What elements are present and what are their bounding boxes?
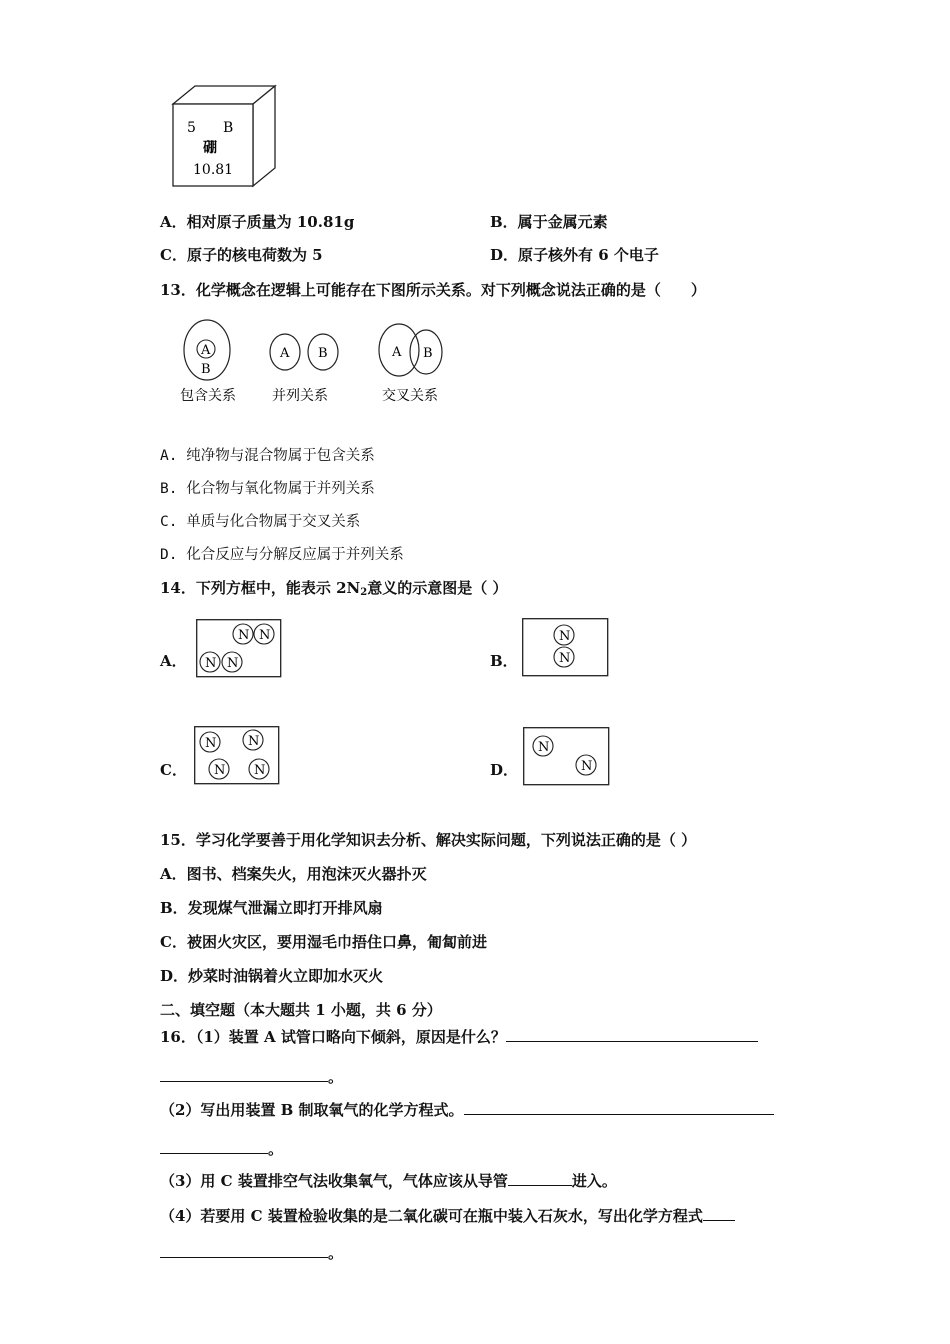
element-tile-boron [165, 82, 280, 190]
atom-n: N [559, 629, 571, 644]
q12-option-c[interactable]: C．原子的核电荷数为 5 [160, 246, 323, 264]
period: 。 [268, 1140, 284, 1158]
q13-option-c[interactable]: C. 单质与化合物属于交叉关系 [160, 514, 361, 530]
atom-n: N [214, 763, 226, 778]
q16-part3-after: 进入。 [571, 1172, 617, 1190]
atom-n: N [205, 656, 217, 671]
element-atomic-number: 5 [187, 120, 196, 136]
element-atomic-mass: 10.81 [193, 162, 234, 178]
inclusion-outer-label: B [201, 362, 211, 377]
intersection-right-label: B [423, 346, 433, 361]
q14-option-d-box[interactable] [523, 727, 610, 786]
q14-option-c-box[interactable] [194, 726, 280, 785]
atom-n: N [581, 759, 593, 774]
q13-option-a[interactable]: A. 纯净物与混合物属于包含关系 [160, 448, 375, 464]
inclusion-caption: 包含关系 [180, 388, 236, 404]
q16-part2-cont [160, 1138, 283, 1159]
section-title-fill-in: 二、填空题（本大题共 1 小题，共 6 分） [160, 1001, 442, 1019]
q15-option-a[interactable]: A．图书、档案失火，用泡沫灭火器扑灭 [160, 865, 427, 883]
q16-part2 [160, 1099, 774, 1120]
period: 。 [328, 1068, 344, 1086]
intersection-caption: 交叉关系 [382, 388, 438, 404]
q13-stem: 13．化学概念在逻辑上可能存在下图所示关系。对下列概念说法正确的是（ ） [160, 281, 706, 299]
q13-option-b[interactable]: B. 化合物与氧化物属于并列关系 [160, 481, 375, 497]
q16-part3 [160, 1170, 617, 1191]
q16-part2-blank-cont[interactable] [160, 1138, 268, 1154]
q14-stem [160, 578, 507, 603]
parallel-right-label: B [318, 346, 328, 361]
q14-stem-after: 意义的示意图是（ ） [367, 579, 508, 597]
element-name: 硼 [203, 140, 217, 156]
q16-part3-before: （3）用 C 装置排空气法收集氧气，气体应该从导管 [160, 1172, 508, 1190]
q15-option-b[interactable]: B．发现煤气泄漏立即打开排风扇 [160, 899, 383, 917]
q14-option-a-label[interactable]: A． [160, 652, 187, 670]
q13-relation-diagrams [170, 318, 460, 408]
atom-n: N [259, 628, 271, 643]
q16-part3-blank[interactable] [508, 1170, 572, 1186]
q14-option-c-label[interactable]: C． [160, 761, 187, 779]
q16-part4-blank-cont[interactable] [160, 1242, 328, 1258]
q15-option-c[interactable]: C．被困火灾区，要用湿毛巾捂住口鼻，匍匐前进 [160, 933, 487, 951]
q16-part2-blank[interactable] [464, 1099, 774, 1115]
q16-part1-cont [160, 1066, 343, 1087]
q14-stem-sub: 2 [360, 587, 368, 598]
q16-part1-blank-cont[interactable] [160, 1066, 328, 1082]
element-symbol: B [223, 120, 234, 136]
q12-option-a[interactable]: A．相对原子质量为 10.81g [160, 213, 355, 231]
atom-n: N [227, 656, 239, 671]
intersection-left-label: A [392, 345, 402, 360]
q14-option-b-box[interactable] [522, 618, 609, 677]
parallel-caption: 并列关系 [272, 388, 328, 404]
parallel-left-label: A [280, 346, 290, 361]
q16-part4-cont [160, 1242, 343, 1263]
atom-n: N [559, 651, 571, 666]
q14-option-a-box[interactable] [196, 619, 282, 678]
atom-n: N [248, 734, 260, 749]
atom-n: N [538, 740, 550, 755]
atom-n: N [238, 628, 250, 643]
q12-option-d[interactable]: D．原子核外有 6 个电子 [490, 246, 659, 264]
q14-option-b-label[interactable]: B． [490, 652, 518, 670]
inclusion-inner-label: A [201, 343, 211, 358]
period: 。 [328, 1244, 344, 1262]
q14-stem-before: 14．下列方框中，能表示 2N [160, 579, 361, 597]
q12-option-b[interactable]: B．属于金属元素 [490, 213, 608, 231]
q13-option-d[interactable]: D. 化合反应与分解反应属于并列关系 [160, 547, 404, 563]
q16-part4-blank[interactable] [703, 1205, 735, 1221]
q16-part4 [160, 1205, 735, 1226]
q15-option-d[interactable]: D．炒菜时油锅着火立即加水灭火 [160, 967, 384, 985]
atom-n: N [254, 763, 266, 778]
q16-part1-blank[interactable] [506, 1026, 758, 1042]
atom-n: N [205, 736, 217, 751]
q14-option-d-label[interactable]: D． [490, 761, 519, 779]
q16-part1 [160, 1026, 758, 1047]
q16-part4-text: （4）若要用 C 装置检验收集的是二氧化碳可在瓶中装入石灰水，写出化学方程式 [160, 1207, 703, 1225]
q15-stem: 15．学习化学要善于用化学知识去分析、解决实际问题，下列说法正确的是（ ） [160, 831, 697, 849]
q16-part1-text: 16．（1）装置 A 试管口略向下倾斜，原因是什么？ [160, 1028, 506, 1046]
q16-part2-text: （2）写出用装置 B 制取氧气的化学方程式。 [160, 1101, 464, 1119]
